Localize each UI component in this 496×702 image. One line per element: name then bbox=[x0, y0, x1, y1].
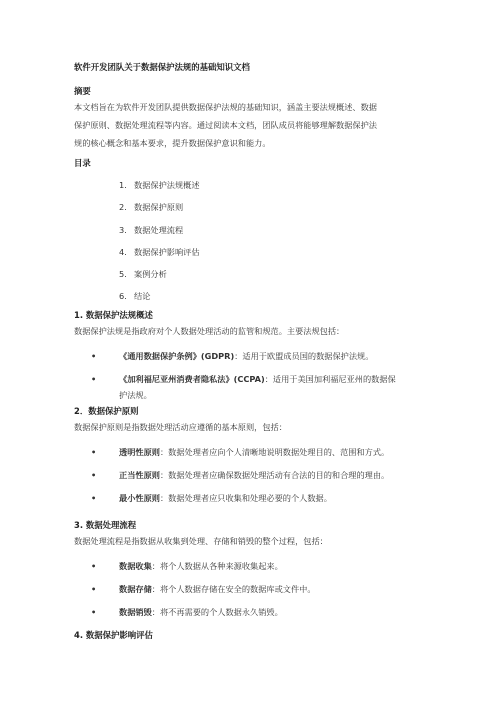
toc-item: 2. 数据保护原则 bbox=[119, 202, 184, 212]
toc-item: 4. 数据保护影响评估 bbox=[119, 247, 200, 257]
abstract-line-1: 本文档旨在为软件开发团队提供数据保护法规的基础知识，涵盖主要法规概述、数据 bbox=[74, 102, 377, 112]
toc-heading: 目录 bbox=[74, 158, 91, 168]
toc-item: 3. 数据处理流程 bbox=[119, 225, 184, 235]
abstract-line-2: 保护原则、数据处理流程等内容。通过阅读本文档，团队成员将能够理解数据保护法 bbox=[74, 120, 377, 130]
toc-item: 5. 案例分析 bbox=[119, 269, 167, 279]
toc-item: 1. 数据保护法规概述 bbox=[119, 180, 200, 190]
section-intro: 数据保护法规是指政府对个人数据处理活动的监管和规范。主要法规包括： bbox=[74, 326, 345, 336]
abstract-line-3: 规的核心概念和基本要求，提升数据保护意识和能力。 bbox=[74, 138, 271, 148]
section-heading: 4. 数据保护影响评估 bbox=[74, 630, 153, 640]
section-heading: 1. 数据保护法规概述 bbox=[74, 310, 153, 320]
section-intro: 数据保护原则是指数据处理活动应遵循的基本原则，包括： bbox=[74, 422, 287, 432]
document-page: 软件开发团队关于数据保护法规的基础知识文档 摘要 本文档旨在为软件开发团队提供数据保护法规的基础知识，涵盖主要法规概述、数据 保护原则、数据处理流程等内容。通过阅读本文档，团队成员将能够理解数据保护法 规的核心概念和基本要求，提升数据保护意识和能力。 目录 1. 数据保护法规概述 2. 数据保护原则 3. 数据处理流程 4. 数据保护影响评估 5. 案例分析 6. 结论 1. 数据保护法规概述 数据保护法规是指政府对个人数据处理活动的监管和规范。主要法规包括： • 《通用数据保护条例》(GDPR)：适用于欧盟成员国的数据保护法规。 • 《加利福尼亚州消费者隐私法》(CCPA)：适用于美国加利福尼亚州的数据保 护法规。 2．数据保护原则 数据保护原则是指数据处理活动应遵循的基本原则，包括： • 透明性原则：数据处理者应向个人清晰地说明数据处理目的、范围和方式。 • 正当性原则：数据处理者应确保数据处理活动有合法的目的和合理的理由。 • 最小性原则：数据处理者应只收集和处理必要的个人数据。 3. 数据处理流程 数据处理流程是指数据从收集到处理、存储和销毁的整个过程，包括： • 数据收集：将个人数据从各种来源收集起来。 • 数据存储：将个人数据存储在安全的数据库或文件中。 • 数据销毁：将不再需要的个人数据永久销毁。 4. 数据保护影响评估 bbox=[74, 62, 396, 640]
abstract-heading: 摘要 bbox=[74, 86, 91, 96]
document-title: 软件开发团队关于数据保护法规的基础知识文档 bbox=[74, 62, 250, 72]
section-intro: 数据处理流程是指数据从收集到处理、存储和销毁的整个过程，包括： bbox=[74, 536, 328, 546]
section-heading: 3. 数据处理流程 bbox=[74, 520, 137, 530]
toc-item: 6. 结论 bbox=[119, 291, 151, 301]
section-heading: 2．数据保护原则 bbox=[74, 406, 139, 416]
